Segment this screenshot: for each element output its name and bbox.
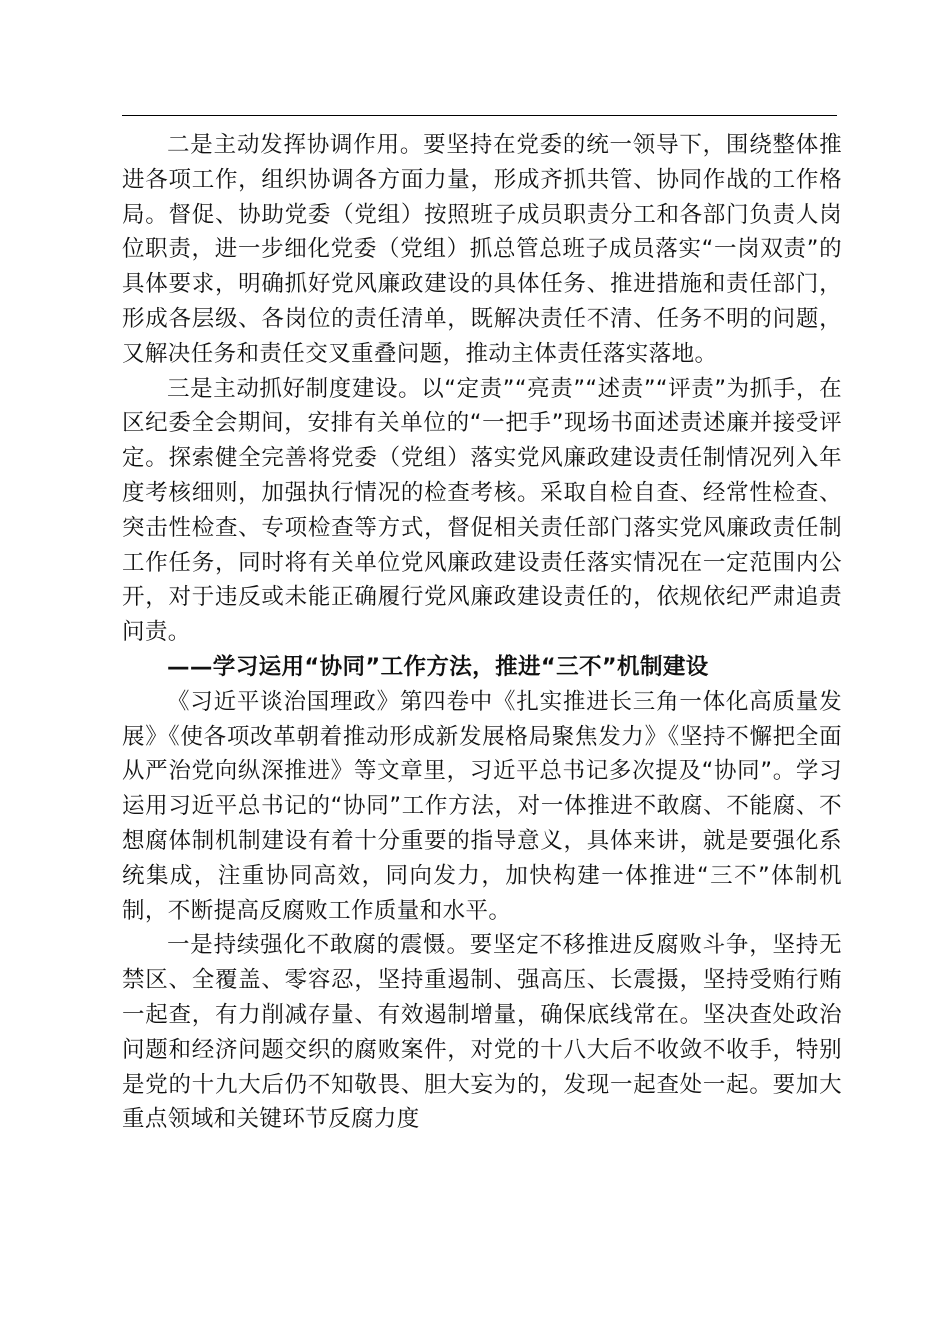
header-rule bbox=[122, 115, 837, 116]
paragraph-synergy-method: 《习近平谈治国理政》第四卷中《扎实推进长三角一体化高质量发展》《使各项改革朝着推动形成新发展格局聚焦发力》《坚持不懈把全面从严治党向纵深推进》等文章里，习近平总书记多次提及“协同”。学习运用习近平总书记的“协同”工作方法，对一体推进不敢腐、不能腐、不想腐体制机制建设有着十分重要的指导意义，具体来讲，就是要强化系统集成，注重协同高效，同向发力，加快构建一体推进“三不”体制机制，不断提高反腐败工作质量和水平。 bbox=[122, 688, 842, 924]
paragraph-coordination-role: 二是主动发挥协调作用。要坚持在党委的统一领导下，围绕整体推进各项工作，组织协调各方面力量，形成齐抓共管、协同作战的工作格局。督促、协助党委（党组）按照班子成员职责分工和各部门负责人岗位职责，进一步细化党委（党组）抓总管总班子成员落实“一岗双责”的具体要求，明确抓好党风廉政建设的具体任务、推进措施和责任部门，形成各层级、各岗位的责任清单，既解决责任不清、任务不明的问题，又解决任务和责任交叉重叠问题，推动主体责任落实落地。 bbox=[122, 132, 842, 367]
document-body bbox=[122, 128, 842, 1137]
section-heading: ——学习运用“协同”工作方法，推进“三不”机制建设 bbox=[167, 653, 709, 680]
paragraph-system-building: 三是主动抓好制度建设。以“定责”“亮责”“述责”“评责”为抓手，在区纪委全会期间，安排有关单位的“一把手”现场书面述责述廉并接受评定。探索健全完善将党委（党组）落实党风廉政建设责任制情况列入年度考核细则，加强执行情况的检查考核。采取自检自查、经常性检查、突击性检查、专项检查等方式，督促相关责任部门落实党风廉政责任制工作任务，同时将有关单位党风廉政建设责任落实情况在一定范围内公开，对于违反或未能正确履行党风廉政建设责任的，依规依纪严肃追责问责。 bbox=[122, 375, 842, 646]
paragraph-deterrence: 一是持续强化不敢腐的震慑。要坚定不移推进反腐败斗争，坚持无禁区、全覆盖、零容忍，坚持重遏制、强高压、长震摄，坚持受贿行贿一起查，有力削减存量、有效遏制增量，确保底线常在。坚决查处政治问题和经济问题交织的腐败案件，对党的十八大后不收敛不收手，特别是党的十九大后仍不知敬畏、胆大妄为的，发现一起查处一起。要加大重点领域和关键环节反腐力度 bbox=[122, 932, 842, 1133]
